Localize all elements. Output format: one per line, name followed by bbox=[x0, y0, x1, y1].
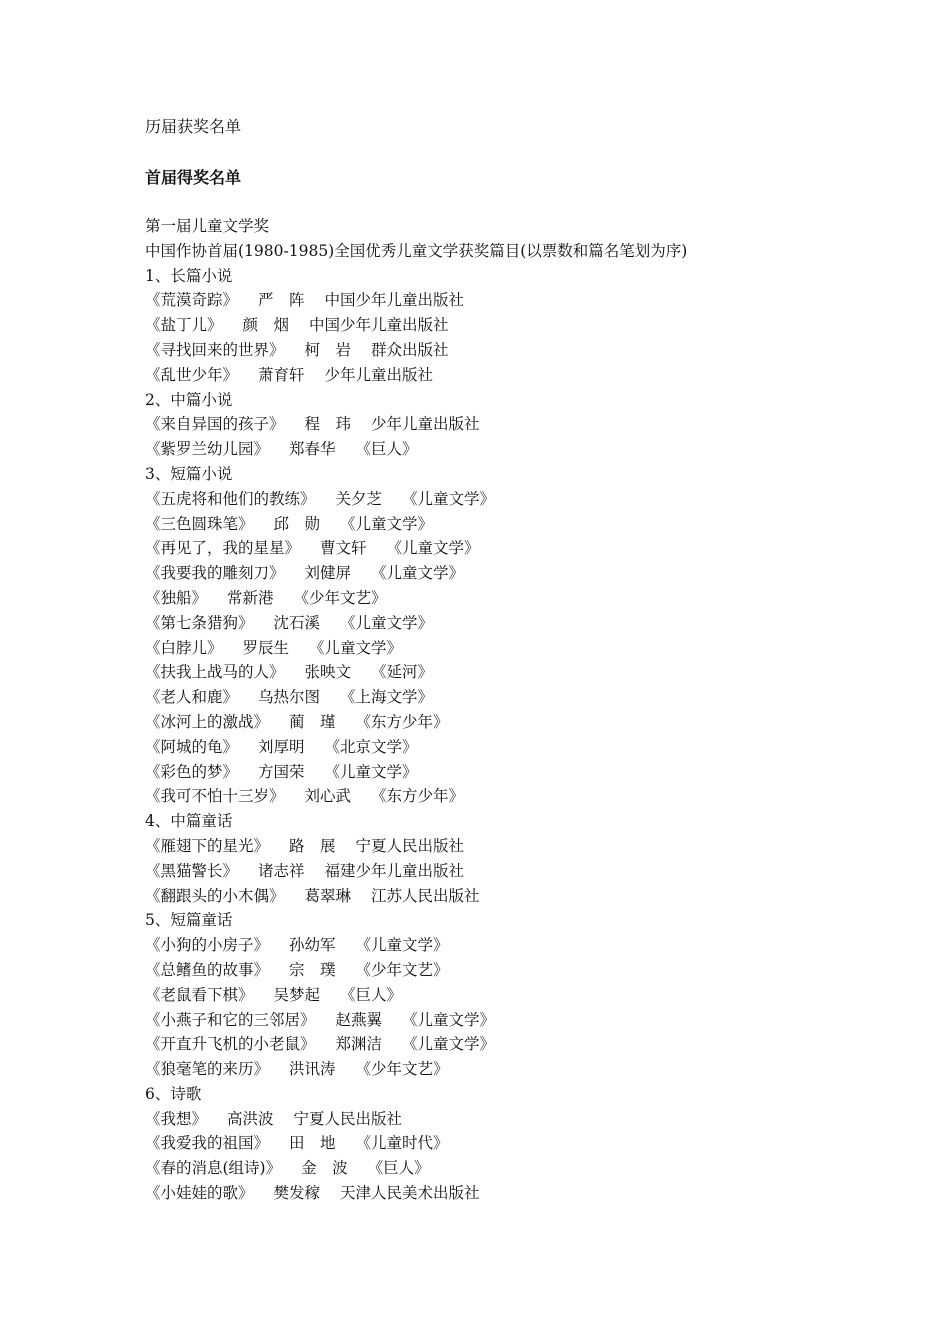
category-label: 6、诗歌 bbox=[145, 1084, 202, 1103]
award-entry bbox=[145, 784, 687, 809]
document-title: 历届获奖名单 bbox=[145, 117, 242, 136]
work-title: 《三色圆珠笔》 bbox=[145, 514, 254, 533]
author-name: 高洪波 bbox=[227, 1109, 274, 1128]
publisher-name: 《巨人》 bbox=[340, 985, 403, 1004]
author-name: 洪讯涛 bbox=[289, 1060, 336, 1079]
publisher-name: 《儿童文学》 bbox=[309, 638, 403, 657]
work-title: 《来自异国的孩子》 bbox=[145, 415, 285, 434]
publisher-name: 《儿童文学》 bbox=[371, 564, 465, 583]
publisher-name: 《少年文艺》 bbox=[355, 960, 449, 979]
award-name: 第一届儿童文学奖 bbox=[145, 217, 270, 235]
award-entry bbox=[145, 710, 687, 735]
publisher-name: 中国少年儿童出版社 bbox=[324, 291, 465, 310]
work-title: 《独船》 bbox=[145, 588, 208, 607]
author-name: 邱 勋 bbox=[273, 514, 321, 533]
award-entry bbox=[145, 363, 687, 388]
publisher-name: 《儿童文学》 bbox=[402, 489, 496, 508]
award-entry bbox=[145, 1131, 687, 1156]
publisher-name: 中国少年儿童出版社 bbox=[309, 316, 449, 335]
publisher-name: 少年儿童出版社 bbox=[371, 415, 480, 434]
work-title: 《春的消息(组诗)》 bbox=[145, 1159, 282, 1178]
award-entry bbox=[145, 1156, 687, 1181]
award-entry bbox=[145, 313, 687, 338]
publisher-name: 群众出版社 bbox=[371, 340, 449, 359]
publisher-name: 《儿童文学》 bbox=[386, 539, 480, 558]
award-entry bbox=[145, 437, 687, 462]
publisher-name: 《上海文学》 bbox=[340, 688, 434, 707]
work-title: 《我可不怕十三岁》 bbox=[145, 787, 285, 806]
publisher-name: 《儿童文学》 bbox=[340, 514, 434, 533]
publisher-name: 《东方少年》 bbox=[371, 787, 465, 806]
author-name: 张映文 bbox=[304, 663, 352, 682]
author-name: 赵燕翼 bbox=[335, 1010, 383, 1029]
work-title: 《荒漠奇踪》 bbox=[145, 291, 239, 310]
work-title: 《老人和鹿》 bbox=[145, 688, 239, 707]
publisher-name: 天津人民美术出版社 bbox=[340, 1184, 480, 1203]
publisher-name: 《少年文艺》 bbox=[293, 588, 387, 607]
award-entry bbox=[145, 685, 687, 710]
author-name: 严 阵 bbox=[258, 291, 305, 310]
category-label: 2、中篇小说 bbox=[145, 390, 233, 409]
publisher-name: 少年儿童出版社 bbox=[324, 365, 434, 384]
work-title: 《开直升飞机的小老鼠》 bbox=[145, 1035, 316, 1054]
work-title: 《小狗的小房子》 bbox=[145, 936, 270, 955]
publisher-name: 宁夏人民出版社 bbox=[355, 836, 465, 855]
author-name: 宗 璞 bbox=[289, 960, 336, 979]
author-name: 刘厚明 bbox=[258, 737, 305, 756]
award-entry bbox=[145, 1181, 687, 1206]
work-title: 《第七条猎狗》 bbox=[145, 613, 254, 632]
work-title: 《再见了，我的星星》 bbox=[145, 539, 301, 558]
publisher-name: 宁夏人民出版社 bbox=[293, 1109, 403, 1128]
category-label: 5、短篇童话 bbox=[145, 911, 233, 930]
category-label: 3、短篇小说 bbox=[145, 464, 233, 483]
award-entry bbox=[145, 660, 687, 685]
award-entry bbox=[145, 288, 687, 313]
publisher-name: 《儿童文学》 bbox=[355, 936, 449, 955]
publisher-name: 《延河》 bbox=[371, 663, 434, 682]
work-title: 《翻跟头的小木偶》 bbox=[145, 886, 285, 905]
award-entry bbox=[145, 536, 687, 561]
publisher-name: 《东方少年》 bbox=[355, 712, 449, 731]
publisher-name: 《少年文艺》 bbox=[355, 1060, 449, 1079]
award-entry bbox=[145, 1057, 687, 1082]
work-title: 《我爱我的祖国》 bbox=[145, 1134, 270, 1153]
award-entry bbox=[145, 338, 687, 363]
category-label: 1、长篇小说 bbox=[145, 266, 233, 285]
publisher-name: 《儿童文学》 bbox=[340, 613, 434, 632]
work-title: 《我要我的雕刻刀》 bbox=[145, 564, 285, 583]
work-title: 《我想》 bbox=[145, 1109, 208, 1128]
award-list bbox=[145, 214, 687, 1206]
author-name: 柯 岩 bbox=[304, 340, 352, 359]
author-name: 方国荣 bbox=[258, 762, 305, 781]
author-name: 诸志祥 bbox=[258, 861, 305, 880]
author-name: 刘心武 bbox=[304, 787, 352, 806]
publisher-name: 《巨人》 bbox=[367, 1159, 430, 1178]
work-title: 《乱世少年》 bbox=[145, 365, 239, 384]
work-title: 《小燕子和它的三邻居》 bbox=[145, 1010, 316, 1029]
work-title: 《彩色的梦》 bbox=[145, 762, 239, 781]
publisher-name: 《儿童时代》 bbox=[355, 1134, 449, 1153]
award-entry bbox=[145, 561, 687, 586]
author-name: 蔺 瑾 bbox=[289, 712, 336, 731]
publisher-name: 《儿童文学》 bbox=[402, 1035, 496, 1054]
publisher-name: 《儿童文学》 bbox=[324, 762, 418, 781]
work-title: 《五虎将和他们的教练》 bbox=[145, 489, 316, 508]
award-entry bbox=[145, 586, 687, 611]
award-entry bbox=[145, 859, 687, 884]
work-title: 《黑猫警长》 bbox=[145, 861, 239, 880]
publisher-name: 江苏人民出版社 bbox=[371, 886, 480, 905]
author-name: 郑春华 bbox=[289, 440, 336, 459]
award-entry bbox=[145, 1107, 687, 1132]
award-entry bbox=[145, 1032, 687, 1057]
work-title: 《小娃娃的歌》 bbox=[145, 1184, 254, 1203]
work-title: 《雁翅下的星光》 bbox=[145, 836, 270, 855]
work-title: 《白脖儿》 bbox=[145, 638, 223, 657]
work-title: 《老鼠看下棋》 bbox=[145, 985, 254, 1004]
category-label: 4、中篇童话 bbox=[145, 812, 233, 831]
award-entry bbox=[145, 611, 687, 636]
author-name: 萧育轩 bbox=[258, 365, 305, 384]
publisher-name: 福建少年儿童出版社 bbox=[324, 861, 465, 880]
author-name: 吴梦起 bbox=[273, 985, 321, 1004]
author-name: 田 地 bbox=[289, 1134, 336, 1153]
award-entry bbox=[145, 958, 687, 983]
award-entry bbox=[145, 884, 687, 909]
work-title: 《总鳍鱼的故事》 bbox=[145, 960, 270, 979]
award-entry bbox=[145, 983, 687, 1008]
author-name: 孙幼军 bbox=[289, 936, 336, 955]
author-name: 罗辰生 bbox=[242, 638, 290, 657]
award-entry bbox=[145, 834, 687, 859]
author-name: 郑渊洁 bbox=[335, 1035, 383, 1054]
author-name: 金 波 bbox=[301, 1159, 348, 1178]
award-entry bbox=[145, 412, 687, 437]
publisher-name: 《儿童文学》 bbox=[402, 1010, 496, 1029]
author-name: 葛翠琳 bbox=[304, 886, 352, 905]
work-title: 《狼毫笔的来历》 bbox=[145, 1060, 270, 1079]
publisher-name: 《巨人》 bbox=[355, 440, 418, 459]
work-title: 《寻找回来的世界》 bbox=[145, 340, 285, 359]
work-title: 《紫罗兰幼儿园》 bbox=[145, 440, 270, 459]
work-title: 《扶我上战马的人》 bbox=[145, 663, 285, 682]
author-name: 程 玮 bbox=[304, 415, 352, 434]
author-name: 颜 烟 bbox=[242, 316, 290, 335]
author-name: 乌热尔图 bbox=[258, 688, 321, 707]
author-name: 常新港 bbox=[227, 588, 274, 607]
author-name: 曹文轩 bbox=[320, 539, 367, 558]
author-name: 樊发稼 bbox=[273, 1184, 321, 1203]
work-title: 《冰河上的激战》 bbox=[145, 712, 270, 731]
award-entry bbox=[145, 487, 687, 512]
award-entry bbox=[145, 512, 687, 537]
author-name: 关夕芝 bbox=[335, 489, 383, 508]
award-entry bbox=[145, 760, 687, 785]
work-title: 《盐丁儿》 bbox=[145, 316, 223, 335]
author-name: 路 展 bbox=[289, 836, 336, 855]
award-entry bbox=[145, 735, 687, 760]
award-entry bbox=[145, 636, 687, 661]
publisher-name: 《北京文学》 bbox=[324, 737, 418, 756]
award-subtitle: 中国作协首届(1980-1985)全国优秀儿童文学获奖篇目(以票数和篇名笔划为序) bbox=[145, 241, 688, 260]
author-name: 沈石溪 bbox=[273, 613, 321, 632]
award-entry bbox=[145, 1008, 687, 1033]
award-entry bbox=[145, 933, 687, 958]
section-heading: 首届得奖名单 bbox=[145, 168, 242, 187]
work-title: 《阿城的龟》 bbox=[145, 737, 239, 756]
author-name: 刘健屏 bbox=[304, 564, 352, 583]
